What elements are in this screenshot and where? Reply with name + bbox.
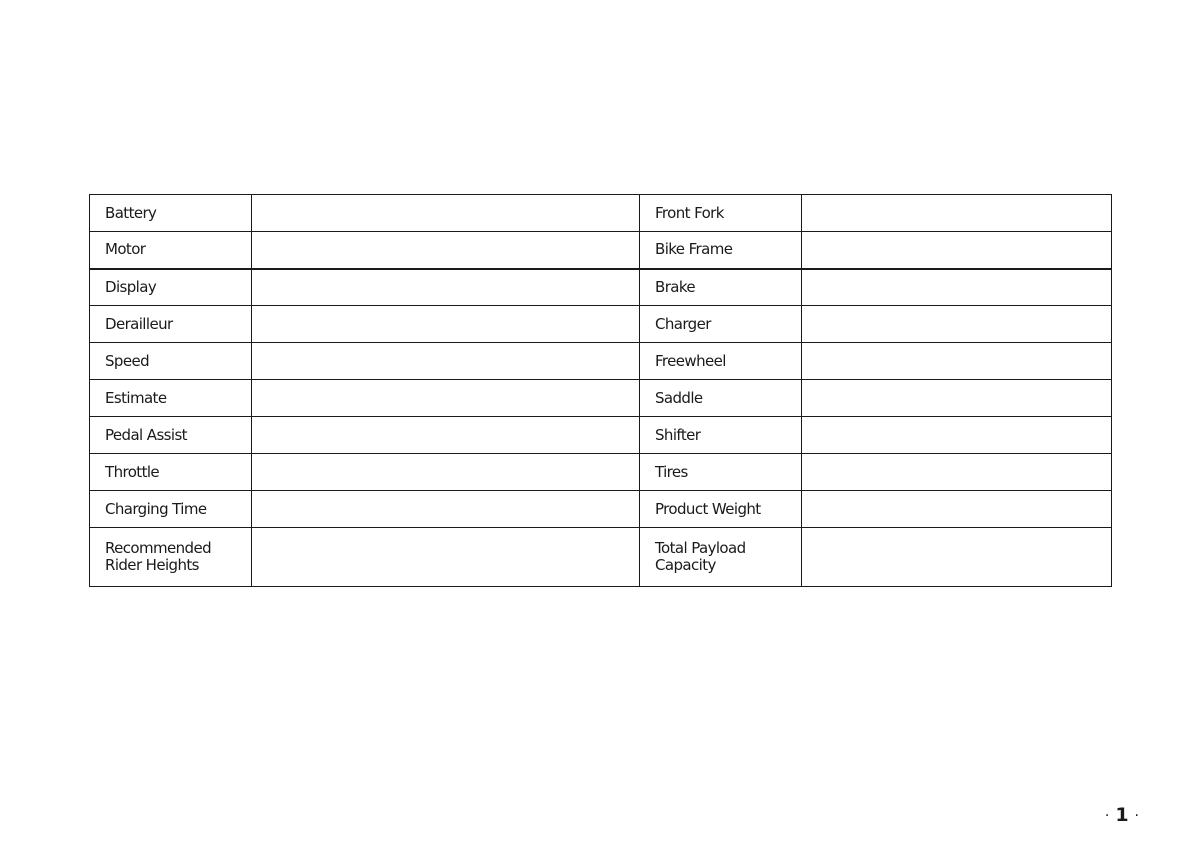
spec-label: Tires [640,454,802,491]
spec-row [90,306,1112,343]
spec-table [89,194,1112,587]
spec-label: Bike Frame [640,232,802,269]
spec-value [802,380,1112,417]
spec-label: Recommended Rider Heights [90,528,252,587]
spec-label: Charger [640,306,802,343]
spec-row [90,195,1112,232]
spec-label: Pedal Assist [90,417,252,454]
spec-label: Freewheel [640,343,802,380]
spec-label: Front Fork [640,195,802,232]
page-number-dot-left: · [1104,807,1111,824]
spec-value [252,306,640,343]
spec-value [252,195,640,232]
spec-value [802,232,1112,269]
spec-value [802,306,1112,343]
spec-value [252,491,640,528]
spec-row [90,528,1112,587]
page-number [1100,804,1145,826]
spec-value [252,417,640,454]
spec-row [90,491,1112,528]
spec-value [802,195,1112,232]
spec-row [90,232,1112,269]
spec-value [252,528,640,587]
spec-value [252,380,640,417]
spec-value [252,343,640,380]
spec-value [802,417,1112,454]
spec-row [90,454,1112,491]
spec-label: Speed [90,343,252,380]
spec-label: Estimate [90,380,252,417]
spec-label: Brake [640,269,802,306]
spec-value [802,343,1112,380]
spec-label: Product Weight [640,491,802,528]
spec-label: Total Payload Capacity [640,528,802,587]
spec-value [802,454,1112,491]
spec-label: Motor [90,232,252,269]
spec-row [90,343,1112,380]
spec-label: Throttle [90,454,252,491]
spec-row [90,417,1112,454]
spec-value [252,269,640,306]
spec-label: Saddle [640,380,802,417]
spec-value [802,528,1112,587]
spec-value [802,491,1112,528]
spec-label: Shifter [640,417,802,454]
spec-value [802,269,1112,306]
spec-label: Display [90,269,252,306]
spec-label: Battery [90,195,252,232]
spec-row [90,380,1112,417]
page-number-value: 1 [1115,804,1130,826]
spec-row [90,269,1112,306]
spec-label: Charging Time [90,491,252,528]
spec-value [252,454,640,491]
spec-value [252,232,640,269]
spec-label: Derailleur [90,306,252,343]
page-number-dot-right: · [1134,807,1140,824]
